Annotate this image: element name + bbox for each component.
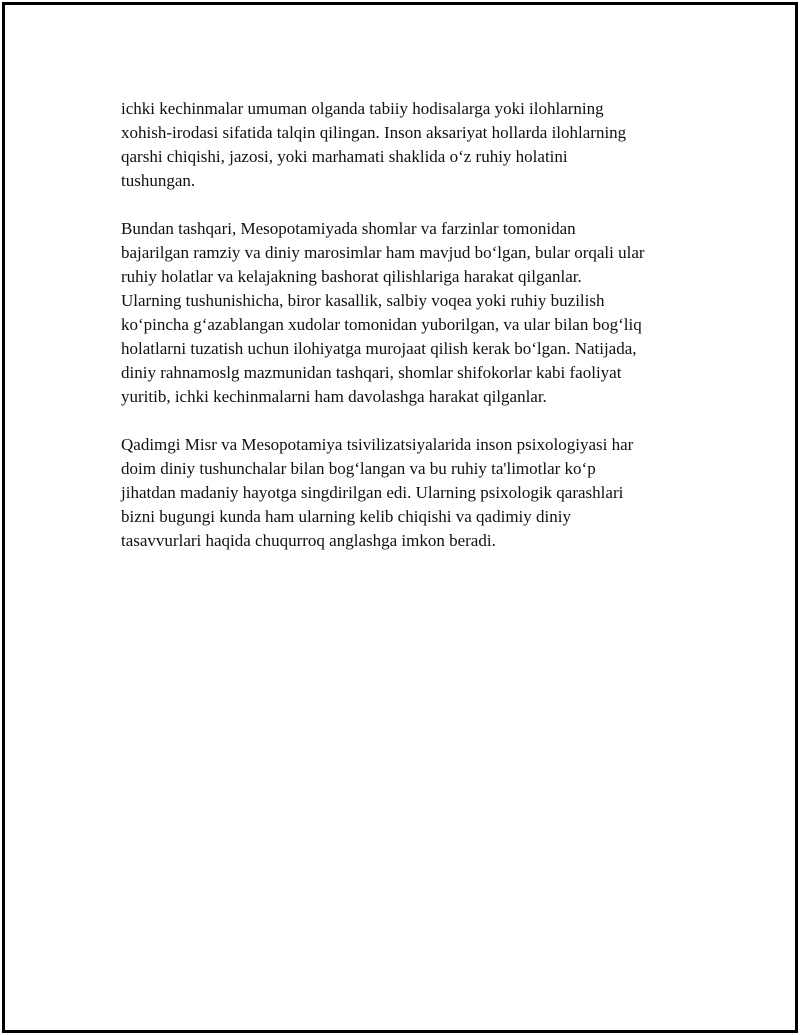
text-line: Ularning tushunishicha, biror kasallik, salbiy voqea yoki ruhiy buzilish bbox=[121, 291, 605, 310]
page-frame bbox=[2, 2, 798, 1033]
text-line: xohish-irodasi sifatida talqin qilingan. Inson aksariyat hollarda ilohlarning bbox=[121, 123, 627, 142]
text-line: Qadimgi Misr va Mesopotamiya tsivilizatsiyalarida inson psixologiyasi har bbox=[121, 435, 634, 454]
text-line: ruhiy holatlar va kelajakning bashorat qilishlariga harakat qilganlar. bbox=[121, 267, 582, 286]
text-line: yuritib, ichki kechinmalarni ham davolashga harakat qilganlar. bbox=[121, 387, 547, 406]
paragraph-1 bbox=[121, 97, 701, 193]
text-line: ko‘pincha g‘azablangan xudolar tomonidan yuborilgan, va ular bilan bog‘liq bbox=[121, 315, 642, 334]
text-line: bajarilgan ramziy va diniy marosimlar ham mavjud bo‘lgan, bular orqali ular bbox=[121, 243, 645, 262]
paragraph-2 bbox=[121, 217, 701, 409]
text-line: diniy rahnamoslg mazmunidan tashqari, shomlar shifokorlar kabi faoliyat bbox=[121, 363, 622, 382]
text-line: doim diniy tushunchalar bilan bog‘langan va bu ruhiy ta'limotlar ko‘p bbox=[121, 459, 596, 478]
text-line: tushungan. bbox=[121, 171, 196, 190]
document-body bbox=[121, 97, 701, 577]
text-line: Bundan tashqari, Mesopotamiyada shomlar va farzinlar tomonidan bbox=[121, 219, 576, 238]
text-line: holatlarni tuzatish uchun ilohiyatga murojaat qilish kerak bo‘lgan. Natijada, bbox=[121, 339, 637, 358]
text-line: tasavvurlari haqida chuqurroq anglashga imkon beradi. bbox=[121, 531, 496, 550]
paragraph-3 bbox=[121, 433, 701, 553]
text-line: ichki kechinmalar umuman olganda tabiiy hodisalarga yoki ilohlarning bbox=[121, 99, 604, 118]
text-line: qarshi chiqishi, jazosi, yoki marhamati shaklida o‘z ruhiy holatini bbox=[121, 147, 568, 166]
text-line: jihatdan madaniy hayotga singdirilgan edi. Ularning psixologik qarashlari bbox=[121, 483, 624, 502]
text-line: bizni bugungi kunda ham ularning kelib chiqishi va qadimiy diniy bbox=[121, 507, 571, 526]
